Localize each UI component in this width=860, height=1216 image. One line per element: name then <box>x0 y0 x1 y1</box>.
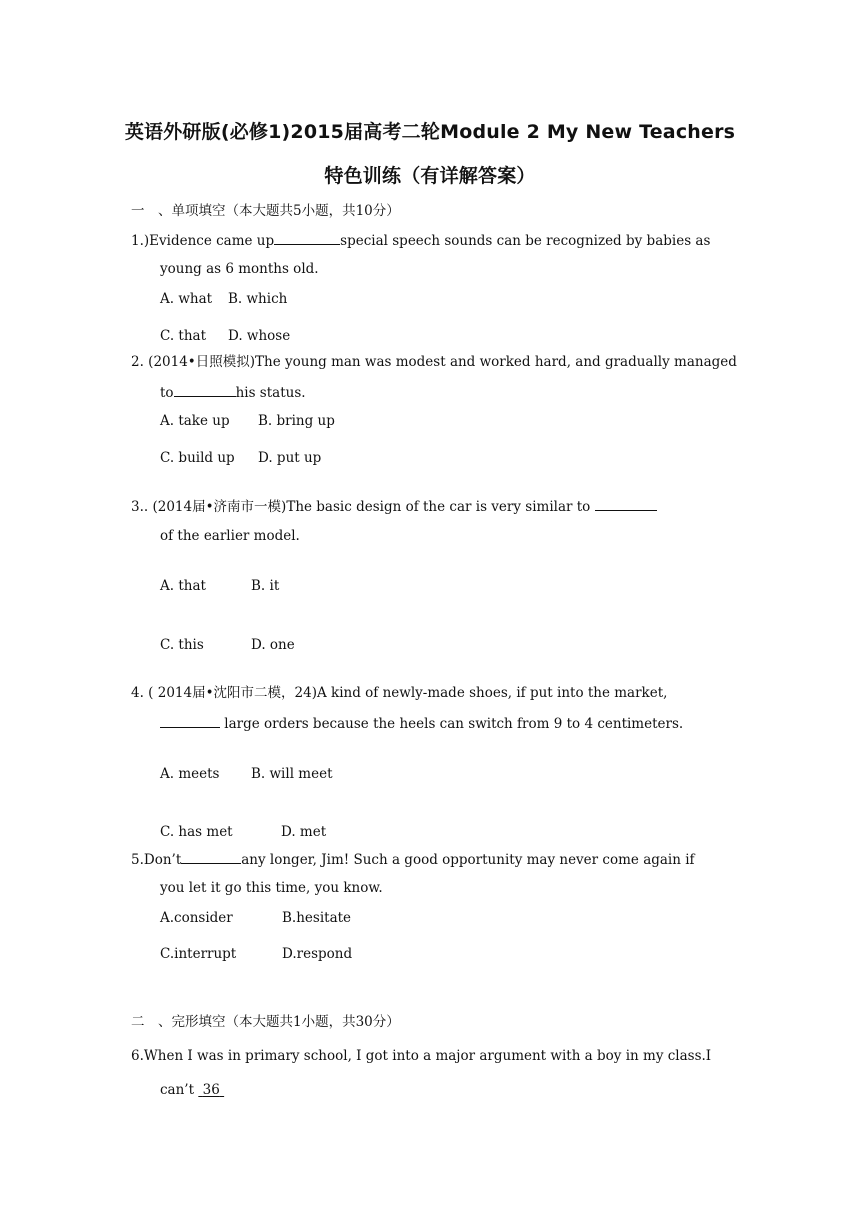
question-1-option-d: D. whose <box>228 328 291 344</box>
question-3-line2: of the earlier model. <box>160 528 300 544</box>
question-2-option-c: C. build up <box>160 450 235 466</box>
question-6-blank-number-text: 36 <box>202 1082 220 1098</box>
question-2-line1: 2. (2014•日照模拟)The young man was modest and worked hard, and gradually managed <box>131 354 737 370</box>
question-1-text-b: special speech sounds can be recognized by babies as <box>340 233 711 249</box>
question-4-option-b: B. will meet <box>251 766 333 782</box>
question-5-text-b: any longer, Jim! Such a good opportunity may never come again if <box>241 852 695 868</box>
section-heading-single-choice: 一 、单项填空（本大题共5小题，共10分） <box>131 203 400 219</box>
question-4-text-b: large orders because the heels can switch from 9 to 4 centimeters. <box>224 716 684 732</box>
question-1-line1 <box>131 232 710 249</box>
question-3-option-d: D. one <box>251 637 295 653</box>
question-4-line2 <box>160 715 683 732</box>
question-6-blank-number <box>198 1082 224 1098</box>
question-5-line1 <box>131 851 695 868</box>
question-2-blank <box>174 384 236 397</box>
question-4-option-c: C. has met <box>160 824 233 840</box>
question-4-option-d: D. met <box>281 824 327 840</box>
question-5-option-b: B.hesitate <box>282 910 352 926</box>
question-3-line1 <box>131 498 657 515</box>
question-2-option-b: B. bring up <box>258 413 335 429</box>
question-1-blank <box>274 232 340 245</box>
question-5-option-a: A.consider <box>160 910 233 926</box>
document-title-line1: 英语外研版(必修1)2015届高考二轮Module 2 My New Teachers <box>124 121 736 143</box>
question-4-blank <box>160 715 220 728</box>
section-heading-cloze: 二 、完形填空（本大题共1小题，共30分） <box>131 1014 400 1030</box>
question-5-option-d: D.respond <box>282 946 353 962</box>
question-1-text-a: 1.)Evidence came up <box>131 233 275 249</box>
question-2-text-b: his status. <box>235 385 306 401</box>
question-3-text-a: 3.. (2014届•济南市一模)The basic design of the car is very similar to <box>131 499 591 515</box>
question-5-blank <box>181 851 241 864</box>
question-5-option-c: C.interrupt <box>160 946 237 962</box>
question-4-line1: 4. ( 2014届•沈阳市二模，24)A kind of newly-made shoes, if put into the market, <box>131 685 668 701</box>
question-3-blank <box>595 498 657 511</box>
question-6-line1: 6.When I was in primary school, I got into a major argument with a boy in my class.I <box>131 1048 712 1064</box>
question-1-option-b: B. which <box>228 291 288 307</box>
question-2-option-a: A. take up <box>160 413 230 429</box>
question-6-text-a: can’t <box>160 1082 195 1098</box>
question-2-text-a: to <box>160 385 174 401</box>
question-4-option-a: A. meets <box>160 766 220 782</box>
question-1-line2: young as 6 months old. <box>160 261 319 277</box>
question-2-line2 <box>160 384 306 401</box>
question-3-option-c: C. this <box>160 637 204 653</box>
question-3-option-b: B. it <box>251 578 280 594</box>
question-3-option-a: A. that <box>160 578 206 594</box>
question-5-text-a: 5.Don’t <box>131 852 182 868</box>
question-2-option-d: D. put up <box>258 450 322 466</box>
question-1-option-a: A. what <box>160 291 213 307</box>
question-6-line2 <box>160 1082 224 1098</box>
question-5-line2: you let it go this time, you know. <box>160 880 383 896</box>
document-title-line2: 特色训练（有详解答案） <box>324 165 536 187</box>
question-1-option-c: C. that <box>160 328 207 344</box>
